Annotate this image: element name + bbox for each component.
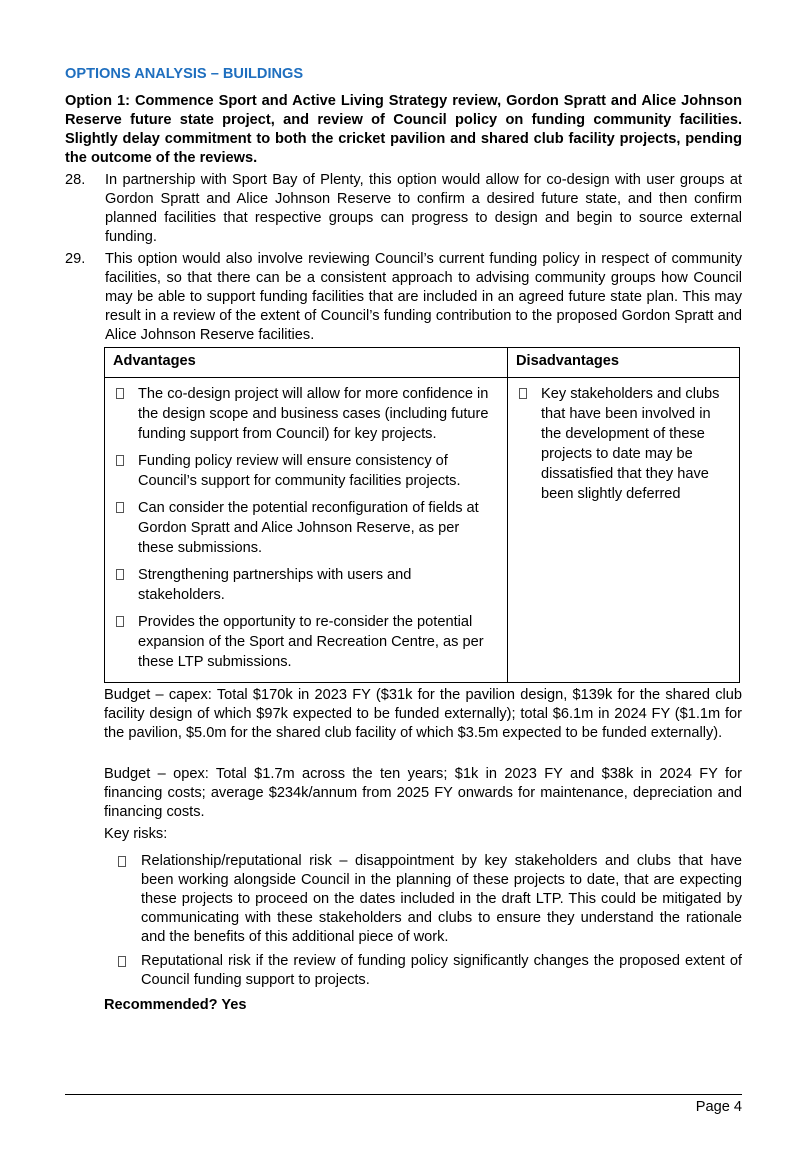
paragraph-number: 28.	[65, 172, 86, 188]
section-heading: OPTIONS ANALYSIS – BUILDINGS	[65, 66, 304, 82]
paragraph-29	[65, 250, 742, 345]
recommendation: Recommended? Yes	[104, 997, 247, 1013]
page-number: Page 4	[695, 1099, 742, 1115]
risk-item: Reputational risk if the review of funding policy significantly changes the proposed extent of Council funding support to projects.	[104, 952, 742, 990]
paragraph-28	[65, 171, 742, 247]
budget-opex: Budget – opex: Total $1.7m across the ten years; $1k in 2023 FY and $38k in 2024 FY for financing costs; average $234k/annum from 2025 FY onwards for maintenance, depreciation and financing costs.	[104, 766, 742, 820]
advantages-disadvantages-table	[104, 347, 740, 683]
checkbox-bullet-icon	[116, 502, 124, 513]
budget-capex: Budget – capex: Total $170k in 2023 FY ($31k for the pavilion design, $139k for the shared club facility design of which $97k expected to be funded externally); total $6.1m in 2024 FY ($1.1m for the pavilion, $5.0m for the shared club facility of which $3.5m expected to be funded externally).	[104, 687, 742, 741]
paragraph-number: 29.	[65, 251, 86, 267]
checkbox-bullet-icon	[116, 569, 124, 580]
checkbox-bullet-icon	[116, 388, 124, 399]
checkbox-bullet-icon	[116, 616, 124, 627]
advantages-header: Advantages	[105, 348, 508, 378]
footer-divider	[65, 1094, 742, 1095]
paragraph-text: This option would also involve reviewing Council’s current funding policy in respect of community facilities, so that there can be a consistent approach to advising community groups how Council may be able to support funding facilities that are included in an agreed future state plan. This may result in a review of the extent of Council’s funding contribution to the proposed Gordon Spratt and Alice Johnson Reserve facilities.	[105, 251, 742, 343]
list-item: Strengthening partnerships with users and stakeholders.	[114, 565, 498, 605]
checkbox-bullet-icon	[118, 956, 126, 967]
disadvantages-list	[509, 379, 738, 513]
list-item: The co-design project will allow for more confidence in the design scope and business cases (including future funding support from Council) for key projects.	[114, 384, 498, 444]
table-body-row	[105, 378, 740, 683]
risk-item: Relationship/reputational risk – disappointment by key stakeholders and clubs that have been working alongside Council in the planning of these projects to date, that are expecting these projects to proceed on the dates included in the draft LTP. This could be mitigated by communicating with these stakeholders and clubs to ensure they understand the rationale and the benefits of this additional piece of work.	[104, 852, 742, 947]
table-header-row	[105, 348, 740, 378]
list-item: Can consider the potential reconfiguration of fields at Gordon Spratt and Alice Johnson Reserve, as per these submissions.	[114, 498, 498, 558]
key-risks-label: Key risks:	[104, 826, 168, 842]
checkbox-bullet-icon	[519, 388, 527, 399]
advantages-list	[106, 379, 506, 681]
list-item: Provides the opportunity to re-consider the potential expansion of the Sport and Recreation Centre, as per these LTP submissions.	[114, 612, 498, 672]
list-item: Key stakeholders and clubs that have been involved in the development of these projects to date may be dissatisfied that they have been slightly deferred	[517, 384, 730, 504]
list-item: Funding policy review will ensure consistency of Council’s support for community facilities projects.	[114, 451, 498, 491]
checkbox-bullet-icon	[116, 455, 124, 466]
disadvantages-header: Disadvantages	[508, 348, 740, 378]
disadvantages-cell	[508, 378, 740, 683]
paragraph-text: In partnership with Sport Bay of Plenty, this option would allow for co-design with user groups at Gordon Spratt and Alice Johnson Reserve to confirm a desired future state, and then confirm planned facilities that respective groups can progress to design and begin to source external funding.	[105, 172, 742, 245]
advantages-cell	[105, 378, 508, 683]
checkbox-bullet-icon	[118, 856, 126, 867]
option-title: Option 1: Commence Sport and Active Living Strategy review, Gordon Spratt and Alice Johnson Reserve future state project, and review of Council policy on funding community facilities. Slightly delay commitment to both the cricket pavilion and shared club facility projects, pending the outcome of the reviews.	[65, 93, 742, 166]
